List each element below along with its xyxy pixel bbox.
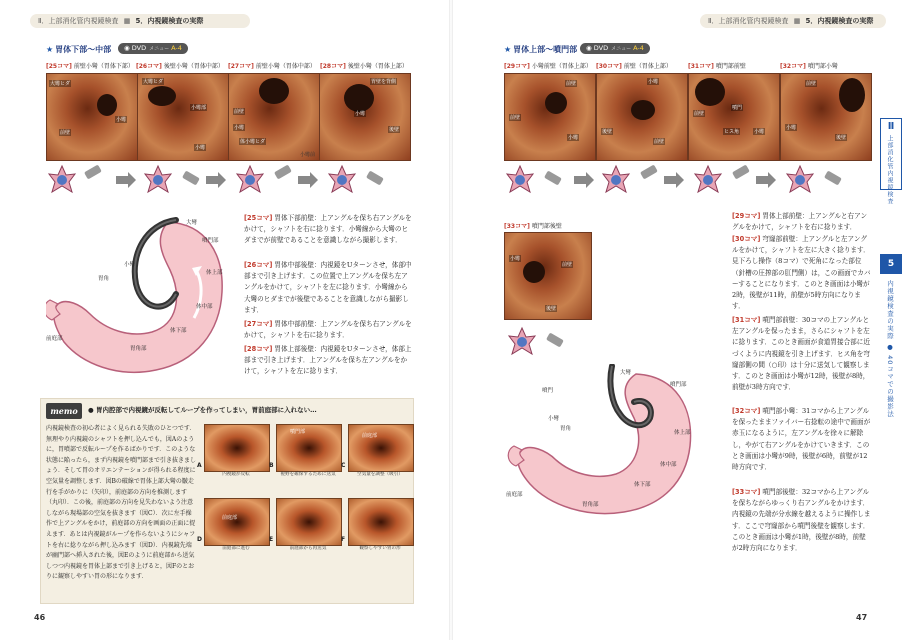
stomach-label-lower-body: 体下部 xyxy=(170,328,187,334)
left-frame-caption-26: [ 26コマ ] 後壁小彎（胃体中部） xyxy=(136,61,224,70)
book-gutter xyxy=(449,0,453,640)
memo-figure-b: B 視野を確保するために送気 xyxy=(276,424,340,478)
left-frame-caption-28: [ 28コマ ] 後壁小彎（胃体上部） xyxy=(320,61,408,70)
left-page-number: 46 xyxy=(34,613,46,622)
memo-figure-c: C 空気量を調整（吸引） xyxy=(348,424,412,478)
stomach-label-angular-region: 胃角部 xyxy=(582,502,599,508)
stomach-label-mid-body: 体中部 xyxy=(660,462,677,468)
chapter-roman: Ⅱ xyxy=(887,121,895,132)
memo-body: 内視鏡検査の初心者によく見られる失敗のひとつです．無理やり内視鏡のシャフトを押し込んでも，図Aのように，胃噴部で反転ループを作るばかりです．このような状態に陥ったら，まず内視鏡を噴門部まで引き抜きましょう．そして胃のオリエンテーションが得られる程度に空気量を調整します．図Bの破線で胃体上部大彎の皺走行を手がかりに（矢印），前庭部の方向を推測します（丸印）．この後，前庭部の方向を見失わないよう注意しながら現場部の空気を抜きます（図C）．次に左手操作で上アングルをかけ，前庭部の方向を画面の正面に捉えます．あとは内視鏡がループを作らないようにシャフトを右に捻りながら押し込みます（図D）．内視鏡先端が幽門部へ挿入された後，図Eのように前庭部から送気しつつ内視鏡を胃体上部まで引き上げると，図Fのとおりに観察しやすい胃の形になります． xyxy=(46,425,197,581)
left-header-section: 5．内視鏡検査の実際 xyxy=(135,17,204,25)
left-paragraph-27: [ 27コマ ] 胃体中部前壁：上アングルを保ち右アングルをかけて，シャフトを右に捻ります． xyxy=(244,319,412,341)
right-running-header xyxy=(700,14,886,28)
frame33-orientation-diagram xyxy=(504,322,584,362)
stomach-label-lesser-curvature: 小彎 xyxy=(124,262,136,268)
endoscopy-photo-32: 前壁 小彎 後壁 xyxy=(780,73,872,161)
stomach-label-cardia: 噴門 xyxy=(542,388,554,394)
orientation-diagram-row xyxy=(504,160,876,200)
right-page-number: 47 xyxy=(856,613,868,622)
right-header-section: 5．内視鏡検査の実際 xyxy=(805,17,874,25)
left-stomach-diagram xyxy=(46,214,238,384)
endoscopy-photo-30: 小彎 後壁 前壁 xyxy=(596,73,688,161)
left-frame-caption-27: [ 27コマ ] 前壁小彎（胃体中部） xyxy=(228,61,316,70)
left-header-part: Ⅱ．上部消化管内視鏡検査 xyxy=(38,17,119,25)
right-frame-caption-33: [ 33コマ ] 噴門部後壁 xyxy=(504,221,562,230)
memo-badge: memo xyxy=(46,403,82,419)
orientation-diagram-row xyxy=(46,160,412,200)
stomach-label-mid-body: 体中部 xyxy=(196,304,213,310)
left-paragraph-28: [ 28コマ ] 胃体上部後壁：内視鏡をUターンさせ，体部上部まで引き上げます．上アングルを保ち左アングルをかけて，シャフトを左に捻ります． xyxy=(244,344,412,378)
right-paragraph-33: [ 33コマ ] 噴門部後壁：32コマから上アングルを保ちながらゆっくり右アングルをかけます．内視鏡の先端が分水線を越えるように操作します．ここで穹窿部から噴門後壁を観察します．このとき画面は小彎が1時，後壁が8時，前壁が2時方向になります． xyxy=(732,487,872,554)
speech-icon: ● xyxy=(88,406,94,414)
memo-figure-e: E 前庭部から再送気 xyxy=(276,498,340,552)
stomach-label-antrum: 前庭部 xyxy=(46,336,63,342)
right-frame-caption-29: [ 29コマ ] 小彎前壁（胃体上部） xyxy=(504,61,592,70)
stomach-label-antrum: 前庭部 xyxy=(506,492,523,498)
left-dvd-badge: ◉ DVD メニュー A-4 xyxy=(118,43,188,54)
endoscopy-photo-33: 小彎 前壁 後壁 xyxy=(504,232,592,320)
memo-thumb-label-3: 前庭部 xyxy=(222,515,238,521)
stomach-label-upper-body: 体上部 xyxy=(206,270,223,276)
right-header-part: Ⅱ．上部消化管内視鏡検査 xyxy=(708,17,789,25)
endoscopy-photo-25: 大彎ヒダ 前壁 小彎 xyxy=(46,73,138,161)
right-frame-caption-32: [ 32コマ ] 噴門部小彎 xyxy=(780,61,838,70)
section-title-vertical: 内視鏡検査の実際 ● 40コマでの撮影法 xyxy=(886,280,894,418)
section-number-tab: 5 xyxy=(880,254,902,274)
left-photo-label-below: 小彎前 xyxy=(300,152,316,158)
stomach-label-angular-region: 胃角部 xyxy=(130,346,147,352)
memo-title: ● 胃内腔部で内視鏡が反転してループを作ってしまい，胃前庭部に入れない… xyxy=(88,406,317,414)
chapter-side-tab xyxy=(880,118,902,205)
right-stomach-diagram xyxy=(504,364,724,522)
right-frame-caption-31: [ 31コマ ] 噴門部前壁 xyxy=(688,61,746,70)
star-icon: ★ xyxy=(46,45,54,54)
stomach-label-cardia-region: 噴門部 xyxy=(202,238,219,244)
endoscopy-photo-29: 前壁 前壁 小彎 xyxy=(504,73,596,161)
left-orientation-diagrams xyxy=(46,160,412,200)
memo-thumb-label-1: 噴門部 xyxy=(290,429,306,435)
left-section-title: ★ 胃体下部〜中部 xyxy=(46,45,112,54)
left-paragraph-26: [ 26コマ ] 胃体中部後壁：内視鏡をUターンさせ，体部中部まで引き上げます．この位置で上アングルを保ち左アングルをかけて，シャフトを左に捻ります．小彎線から大彎のヒダまでが後壁であることを意識しながら撮影します． xyxy=(244,260,412,316)
endoscopy-photo-28: 胃壁を背側 小彎 後壁 xyxy=(319,73,411,161)
memo-figure-f: F 観察しやすい胃の形 xyxy=(348,498,412,552)
endoscopy-photo-27: 前壁 小彎 体小彎ヒダ xyxy=(228,73,320,161)
star-icon: ★ xyxy=(504,45,512,54)
right-header-sep: ▦ xyxy=(793,17,801,25)
left-paragraph-25: [ 25コマ ] 胃体下部前壁：上アングルを保ち右アングルをかけて，シャフトを右に捻ります．小彎線から大彎のヒダまでが前壁であることを意識しながら撮影します． xyxy=(244,213,412,247)
stomach-label-lower-body: 体下部 xyxy=(634,482,651,488)
chapter-title-vertical: 上部消化管内視鏡検査 xyxy=(886,135,893,205)
left-header-sep: ▦ xyxy=(123,17,131,25)
memo-figure-d: D 前庭部に進む xyxy=(204,498,268,552)
right-paragraph-30: [ 30コマ ] 穹窿部前壁：上アングルと左アングルをかけて，シャフトを左に大きく捻ります．見下ろし操作（8コマ）で死角になった部位（針槽の圧搾部の肛門側）は，この画面でカバーすることになります．このとき画面は小彎が2時，後壁が11時，前壁が5時方向になります． xyxy=(732,234,872,312)
left-frame-caption-25: [ 25コマ ] 前壁小彎（胃体下部） xyxy=(46,61,134,70)
left-running-header xyxy=(30,14,250,28)
stomach-label-cardia-region: 噴門部 xyxy=(670,382,687,388)
endoscopy-photo-31: 前壁 噴門 ヒス角 小彎 xyxy=(688,73,780,161)
memo-figure-a: A 内視鏡が反転 xyxy=(204,424,268,478)
dvd-icon: ◉ xyxy=(124,44,130,52)
stomach-label-upper-body: 体上部 xyxy=(674,430,691,436)
right-orientation-diagrams xyxy=(504,160,876,200)
right-section-title: ★ 胃体上部〜噴門部 xyxy=(504,45,578,54)
memo-thumb-label-2: 前庭部 xyxy=(362,433,378,439)
right-paragraph-29: [ 29コマ ] 胃体上部前壁：上アングルと右アングルをかけて，シャフトを右に捻ります． xyxy=(732,211,872,233)
dvd-icon: ◉ xyxy=(586,44,592,52)
right-paragraph-31: [ 31コマ ] 噴門部前壁：30コマの上アングルと左アングルを保ったまま，さらにシャフトを左に捻ります．このとき画面が食道胃接合部に近づくように内視鏡を引き上げます．ヒス角を穹窿部側の間（○印）は十分に送気して観察します．このとき画面は小彎が12時，後壁が8時，前壁が3時方向です． xyxy=(732,315,872,393)
right-dvd-badge: ◉ DVD メニュー A-4 xyxy=(580,43,650,54)
right-paragraph-32: [ 32コマ ] 噴門部小彎：31コマから上アングルを保ったままファイバー右捻転の途中で画面が赤玉になるように，左アングルを徐々に解除し，やがて右アングルをかけていきます．このとき画面は小彎が9時，後壁が6時，前壁が12時方向です． xyxy=(732,406,872,473)
right-frame-caption-30: [ 30コマ ] 前壁（胃体上部） xyxy=(596,61,672,70)
stomach-label-greater-curvature: 大彎 xyxy=(186,220,198,226)
stomach-label-greater-curvature: 大彎 xyxy=(620,370,632,376)
stomach-label-angle: 胃角 xyxy=(98,276,110,282)
endoscopy-photo-26: 大彎ヒダ 小彎部 小彎 xyxy=(137,73,229,161)
stomach-label-angle: 胃角 xyxy=(560,426,572,432)
stomach-label-lesser-curvature: 小彎 xyxy=(548,416,560,422)
